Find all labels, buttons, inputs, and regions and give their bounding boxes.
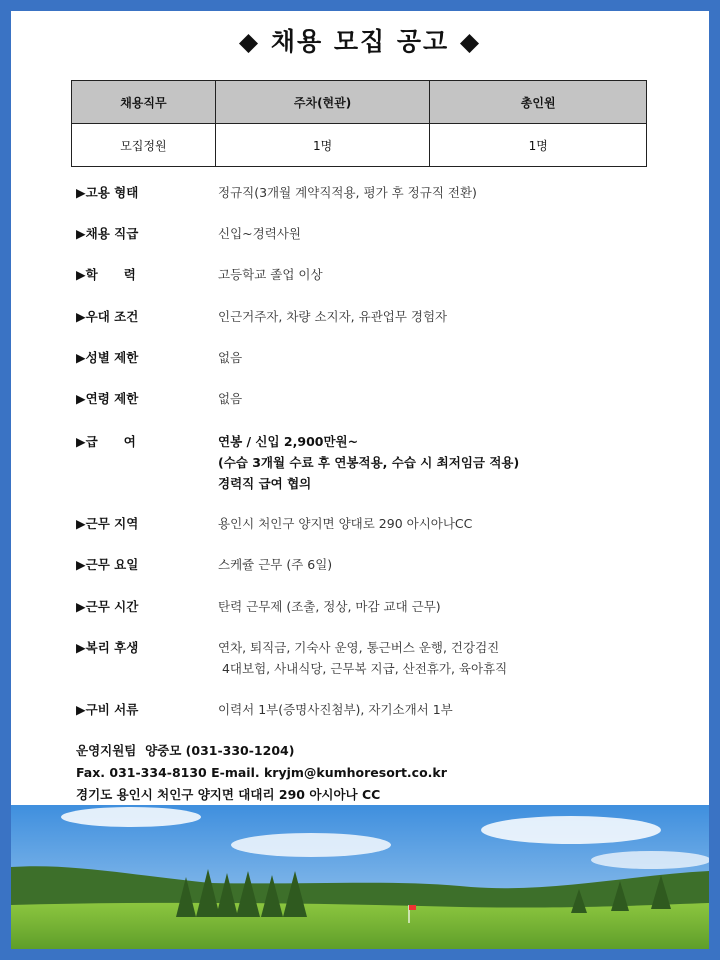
cloud [591,851,709,869]
header-total: 총인원 [430,81,647,124]
table-cell: 1명 [430,124,647,167]
detail-label: ▶성별 제한 [76,350,139,365]
detail-label: ▶급 여 [76,434,136,449]
detail-label: ▶근무 시간 [76,599,139,614]
detail-value [218,637,678,679]
salary-line: 경력직 급여 협의 [218,476,312,491]
detail-value: 없음 [218,391,243,406]
detail-value: 탄력 근무제 (조출, 정상, 마감 교대 근무) [218,599,441,614]
detail-label: ▶복리 후생 [76,640,139,655]
fairway [11,903,709,949]
flag [409,905,416,910]
detail-label: ▶우대 조건 [76,309,139,324]
detail-label: ▶학 력 [76,267,136,282]
detail-label: ▶근무 지역 [76,516,139,531]
recruitment-table [71,80,647,167]
page-title: ◆ 채용 모집 공고 ◆ [238,27,482,56]
salary-line: 연봉 / 신입 2,900만원~ [218,434,359,449]
detail-value: 정규직(3개월 계약직적용, 평가 후 정규직 전환) [218,185,477,200]
cloud [481,816,661,844]
detail-value: 용인시 처인구 양지면 양대로 290 아시아나CC [218,516,473,531]
contact-block [76,740,447,806]
detail-value: 없음 [218,350,243,365]
table-cell: 1명 [215,124,430,167]
benefit-line: 연차, 퇴직금, 기숙사 운영, 통근버스 운행, 건강검진 [218,640,500,655]
contact-line: Fax. 031-334-8130 E-mail. kryjm@kumhoresort.co.kr [76,765,447,780]
detail-label: ▶고용 형태 [76,185,139,200]
table-cell: 모집정원 [72,124,216,167]
detail-value: 신입~경력사원 [218,226,301,241]
contact-line: 운영지원팀 양중모 (031-330-1204) [76,743,295,758]
detail-label: ▶연령 제한 [76,391,139,406]
benefit-line: 4대보험, 사내식당, 근무복 지급, 산전휴가, 육아휴직 [218,661,508,676]
table-row [72,124,647,167]
cloud [231,833,391,857]
contact-line: 경기도 용인시 처인구 양지면 대대리 290 아시아나 CC [76,787,381,802]
detail-label: ▶구비 서류 [76,702,139,717]
detail-value [218,431,678,494]
salary-line: (수습 3개월 수료 후 연봉적용, 수습 시 최저임금 적용) [218,455,520,470]
detail-label: ▶근무 요일 [76,557,139,572]
header-job: 채용직무 [72,81,216,124]
detail-value: 고등학교 졸업 이상 [218,267,323,282]
detail-value: 인근거주자, 차량 소지자, 유관업무 경험자 [218,309,448,324]
detail-label: ▶채용 직급 [76,226,139,241]
header-position: 주차(현관) [215,81,430,124]
golf-course-photo [11,805,709,949]
detail-value: 이력서 1부(증명사진첨부), 자기소개서 1부 [218,702,453,717]
cloud [61,807,201,827]
detail-value: 스케쥴 근무 (주 6일) [218,557,333,572]
